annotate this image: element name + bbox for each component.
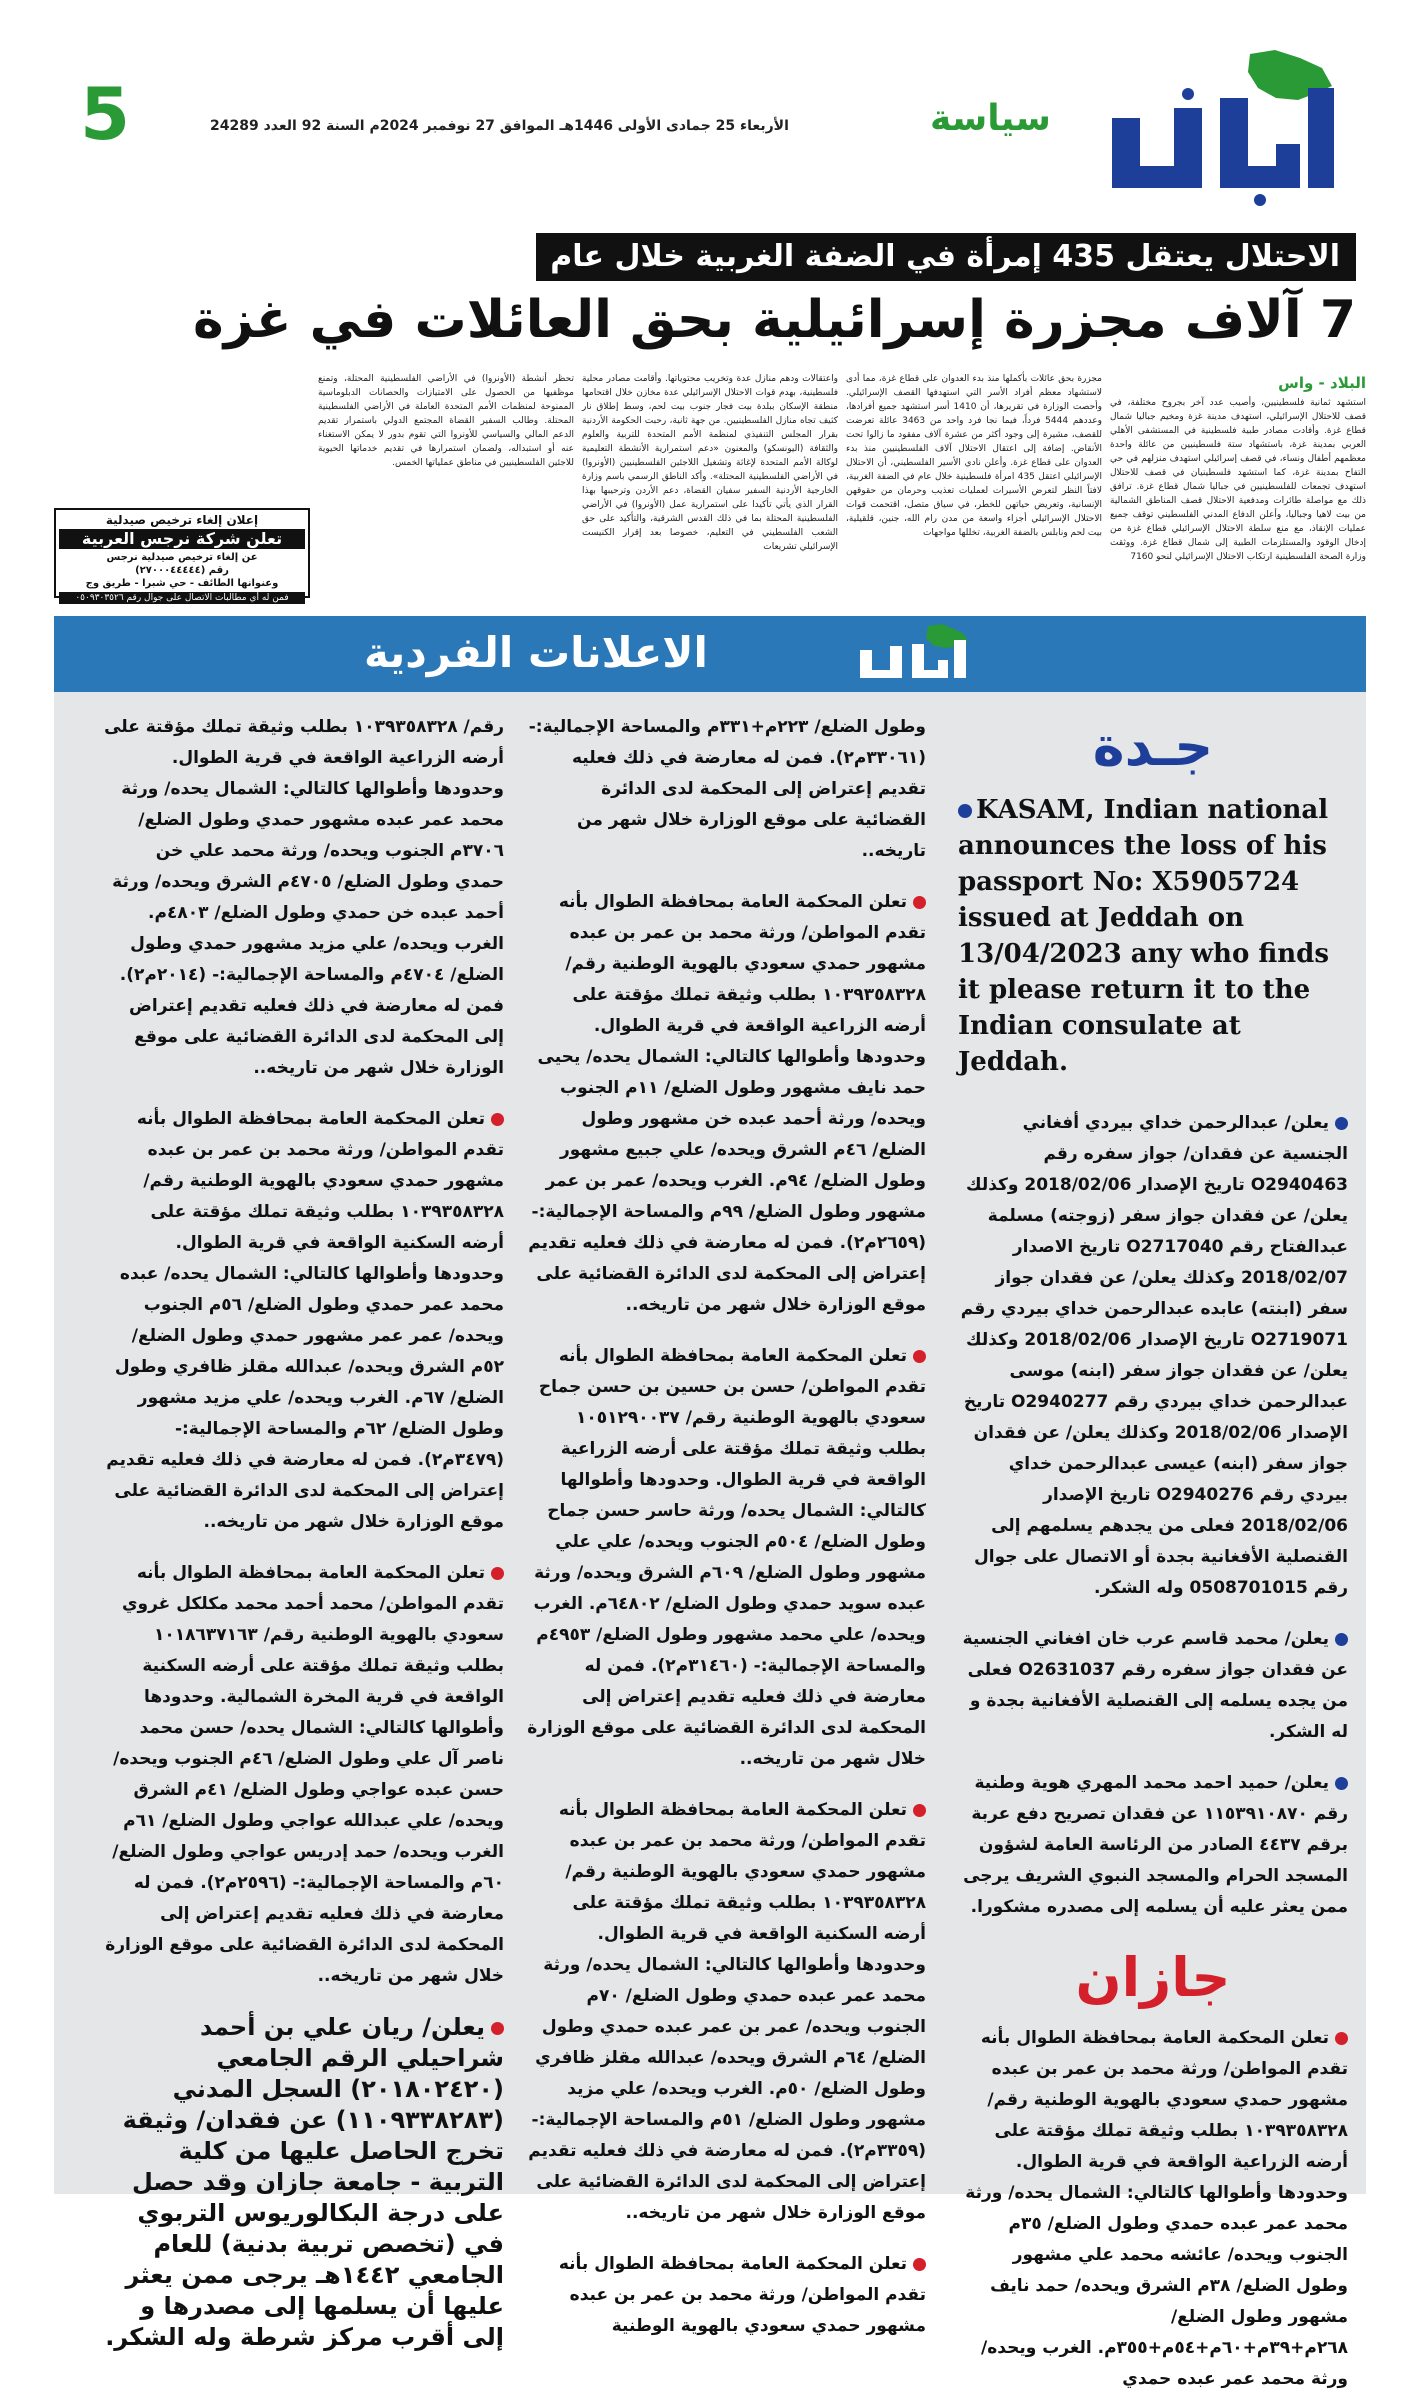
ad-text: يعلن/ محمد قاسم عرب خان افغاني الجنسية عن فقدان جواز سفره رقم O2631037 فعلى من يجده يسلمه إلى القنصلية الأفغانية بجدة و له الشكر. [962,1629,1348,1742]
bullet-icon [1335,1633,1348,1646]
bullet-icon [1335,2032,1348,2045]
kicker-headline: الاحتلال يعتقل 435 إمرأة في الضفة الغربية خلال عام [536,233,1356,281]
english-ad-text: KASAM, Indian national announces the loss of his passport No: X5905724 issued at Jeddah on 13/04/2023 any who finds it please return it to the Indian consulate at Jeddah. [958,795,1329,1077]
classifieds-column-middle [526,712,926,2336]
classified-ad [526,2249,926,2342]
article-text: واعتقالات ودهم منازل عدة وتخريب محتوياتها. وأقامت مصادر محلية فلسطينية، بهدم قوات الاحتلال الإسرائيلي عدة مخازن خلال اقتحامها منطقة الإسكان ببلدة بيت فجار جنوب بيت لحم، وسط إطلاق نار كثيف تجاه منازل الفلسطينيين. من جهة ثانية، رحبت الحكومة الأردنية بقرار المجلس التنفيذي لمنظمة الأمم المتحدة للتربية والعلوم والثقافة (اليونسكو) والمعنون «دعم استمرارية الأنشطة التعليمية لوكالة الأمم المتحدة لإغاثة وتشغيل اللاجئين الفلسطينيين (الأونروا) في الأراضي الفلسطينية المحتلة». وأكد الناطق الرسمي باسم وزارة الخارجية الأردنية السفير سفيان القضاة، دعم الأردن وترحيبها بهذا القرار الذي يأتي تأكيدا على استمرارية عمل (الأونروا) في الأراضي الفلسطينية المحتلة بما في ذلك القدس الشرقية، والتأكيد على حق الشعب الفلسطيني في التعليم، خصوصا بعد إقرار الكنيست الإسرائيلي تشريعات [582,374,838,552]
ad-text: يعلن/ عبدالرحمن خداي بيردي أفغاني الجنسية عن فقدان/ جواز سفره رقم O2940463 تاريخ الإصدار 2018/02/06 وكذلك يعلن/ عن فقدان جواز سفر (زوجته) مسلمة عبدالفتاح رقم O2717040 تاريخ الاصدار 2018/02/07 وكذلك يعلن/ عن فقدان جواز سفر (ابنته) عابده عبدالرحمن خداي بيردي رقم O2719071 تاريخ الإصدار 2018/02/06 وكذلك يعلن/ عن فقدان جواز سفر (ابنه) موسى عبدالرحمن خداي بيردي رقم O2940277 تاريخ الإصدار 2018/02/06 وكذلك يعلن/ عن فقدان جواز سفر (ابنه) عيسى عبدالرحمن خداي بيردي رقم O2940276 تاريخ الإصدار 2018/02/06 فعلى من يجدهم يسلمهم إلى القنصلية الأفغانية بجدة أو الاتصال على جوال رقم 0508701015 وله الشكر. [960,1113,1348,1598]
classified-ad [958,1624,1348,1748]
ad-text: تعلن المحكمة العامة بمحافظة الطوال بأنه تقدم المواطن/ ورثة محمد بن عمر بن عبده مشهور حمدي سعودي بالهوية الوطنية رقم/ ١٠٣٩٣٥٨٣٢٨ بطلب وثيقة تملك مؤقتة على أرضه السكنية الواقعة في قرية الطوال. وحدودها وأطوالها كالتالي: الشمال يحده/ عبده محمد عمر حمدي وطول الضلع/ ٥٦م الجنوب ويحده/ عمر عمر مشهور حمدي وطول الضلع/ ٥٢م الشرق ويحده/ عبدالله مقلز ظافري وطول الضلع/ ٦٧م. الغرب ويحده/ علي مزيد مشهور وطول الضلع/ ٦٢م والمساحة الإجمالية:- (٣٤٧٩م٢). فمن له معارضة في ذلك فعليه تقديم إعتراض إلى المحكمة لدى الدائرة القضائية على موقع الوزارة خلال شهر من تاريخه.. [106,1109,504,1532]
classified-ad [526,1795,926,2229]
classified-ad [104,2012,504,2353]
classified-ad [526,1341,926,1775]
notice-company: تعلن شركة نرجس العربية [59,529,305,549]
article-column-3 [582,372,838,604]
article-text: مجزرة بحق عائلات بأكملها منذ بدء العدوان على قطاع غزة، مما أدى لاستشهاد معظم أفراد الأسر التي استهدفها القصف الإسرائيلي. وأحصت الوزارة في تقريرها، أن 1410 أسر استشهد جميع أفرادها، وعددهم 5444 فرداً، فيما نجا فرد واحد من 3463 عائلة تعرضت للقصف، مشيرة إلى وجود أكثر من عشرة آلاف مفقود ما زالوا تحت الأنقاض. إضافة إلى اعتقال الاحتلال آلاف الفلسطينيين منذ بدء العدوان على قطاع غزة. وأعلن نادي الأسير الفلسطيني، أن الاحتلال الإسرائيلي اعتقل 435 امرأة فلسطينية خلال عام في الضفة الغربية، لافتاً النظر لتعرض الأسيرات لعمليات تعذيب وحرمان من حقوقهن الإنسانية، وتعريض حياتهن للخطر، في سياق متصل، اقتحمت قوات الاحتلال الإسرائيلي أجزاء واسعة من مدن رام الله، جنين، قلقيلية، بيت لحم ونابلس بالضفة الغربية، تخللها مواجهات [846,374,1103,538]
ad-text: يعلن/ حميد احمد محمد المهري هوية وطنية رقم ١١٥٣٩١٠٨٧٠ عن فقدان تصريح دفع عربة برقم ٤٤٣٧ الصادر من الرئاسة العامة لشؤون المسجد الحرام والمسجد النبوي الشريف يرجى ممن يعثر عليه أن يسلمه إلى مصدره مشكورا. [963,1773,1348,1917]
bullet-icon [913,896,926,909]
main-headline: 7 آلاف مجزرة إسرائيلية بحق العائلات في غزة [193,290,1356,350]
ad-text: تعلن المحكمة العامة بمحافظة الطوال بأنه تقدم المواطن/ ورثة محمد بن عمر بن عبده مشهور حمدي سعودي بالهوية الوطنية [558,2254,926,2336]
notice-heading: إعلان إلغاء ترخيص صيدلية [105,513,259,527]
bullet-icon [1335,1117,1348,1130]
ad-text: وطول الضلع/ ٢٢٣م+٣٣١م والمساحة الإجمالية:- (٣٣٠٦١م٢). فمن له معارضة في ذلك فعليه تقديم إعتراض إلى المحكمة لدى الدائرة القضائية على موقع الوزارة خلال شهر من تاريخه.. [528,717,926,861]
banner-logo [854,622,974,686]
bullet-icon [913,2258,926,2271]
newspaper-logo [1100,48,1340,208]
bullet-icon [491,1567,504,1580]
city-heading-jazan: جازان [1075,1946,1231,2009]
albilad-small-logo-icon [854,622,974,686]
bullet-icon [491,2022,504,2035]
pharmacy-license-notice [54,508,310,603]
classified-ad [104,1104,504,1538]
ad-text: يعلن/ ريان علي بن أحمد شراحيلي الرقم الجامعي (٢٠١٨٠٢٤٢٠) السجل المدني (١١٠٩٣٣٨٢٨٣) عن فقدان/ وثيقة تخرج الحاصل عليها من كلية التربية - جامعة جازان وقد حصل على درجة البكالوريوس التربوي في (تخصص تربية بدنية) للعام الجامعي ١٤٤٢هـ يرجى ممن يعثر عليها أن يسلمها إلى مصدرها و إلى أقرب مركز شرطة وله الشكر. [105,2013,504,2351]
classifieds-column-right [958,712,1348,2389]
bullet-icon [491,1113,504,1126]
notice-line: وعنوانها الطائف - حي شبرا - طريق وج [85,578,279,589]
byline: البلاد - واس [1278,374,1366,392]
ad-text: تعلن المحكمة العامة بمحافظة الطوال بأنه تقدم المواطن/ ورثة محمد بن عمر بن عبده مشهور حمدي سعودي بالهوية الوطنية رقم/ ١٠٣٩٣٥٨٣٢٨ بطلب وثيقة تملك مؤقتة على أرضه الزراعية الواقعة في قرية الطوال. وحدودها وأطوالها كالتالي: الشمال يحده/ يحيى حمد نايف مشهور وطول الضلع/ ١١م الجنوب ويحده/ ورثة أحمد عبده خن مشهور وطول الضلع/ ٤٦م الشرق ويحده/ علي جبيع مشهور وطول الضلع/ ٩٤م. الغرب ويحده/ عمر بن عمر مشهور وطول الضلع/ ٩٩م والمساحة الإجمالية:- (٢٦٥٩م٢). فمن له معارضة في ذلك فعليه تقديم إعتراض إلى المحكمة لدى الدائرة القضائية على موقع الوزارة خلال شهر من تاريخه.. [528,892,926,1315]
notice-line: عن إلغاء ترخيص صيدلية نرجس [106,552,258,563]
notice-line: رقم (٢٧٠٠٠٤٤٤٤٤) [135,565,229,576]
section-name: سياسة [930,98,1051,139]
classified-ad [104,712,504,1084]
notice-footer: فمن له أي مطالبات الاتصال على جوال رقم ٠٥٠٩٣٠٣٥٢٦ [59,592,305,604]
albilad-logo-icon [1100,48,1340,208]
city-heading-jeddah: جـدة [1092,715,1214,778]
article-text: استشهد ثمانية فلسطينيين، وأصيب عدد آخر بجروح مختلفة، في قصف للاحتلال الإسرائيلي، استهدف مدينة غزة ومخيم جباليا شمال قطاع غزة. وأفادت مصادر طبية فلسطينية في المستشفى الأهلي العربي بمدينة غزة، باستشهاد ستة فلسطينيين من عائلة واحدة معظمهم أطفال ونساء، في قصف إسرائيلي استهدف منزلهم في حي التفاح بمدينة غزة، كما استشهد فلسطينيان في قصف للاحتلال استهدف تجمعات للفلسطينيين في جباليا شمال قطاع غزة. ترافق ذلك مع مواصلة طائرات ومدفعية الاحتلال قصف المناطق الشمالية من بيت لاهيا وجباليا، وأعلن الدفاع المدني الفلسطيني توقف جميع عمليات الإنقاذ، مع منع سلطة الاحتلال الإسرائيلي قطاع غزة من إدخال الوقود والمستلزمات الطبية إلى شمال قطاع غزة. ووثقت وزارة الصحة الفلسطينية ارتكاب الاحتلال الإسرائيلي لنحو 7160 [1110,398,1366,562]
classified-ad [958,1768,1348,1923]
bullet-icon [958,804,972,818]
bullet-icon [913,1350,926,1363]
classified-ad [958,2023,1348,2395]
article-column-2 [846,372,1102,604]
classified-ad [104,1558,504,1992]
classified-ad [526,712,926,867]
classifieds-column-left [104,712,504,2351]
bullet-icon [913,1804,926,1817]
article-column-1 [1110,372,1366,604]
ad-text: تعلن المحكمة العامة بمحافظة الطوال بأنه تقدم المواطن/ ورثة محمد بن عمر بن عبده مشهور حمدي سعودي بالهوية الوطنية رقم/ ١٠٣٩٣٥٨٣٢٨ بطلب وثيقة تملك مؤقتة على أرضه الزراعية الواقعة في قرية الطوال. وحدودها وأطوالها كالتالي: الشمال يحده/ ورثة محمد عمر عبده حمدي وطول الضلع/ ٣٥م الجنوب ويحده/ عائشه محمد علي مشهور وطول الضلع/ ٣٨م الشرق ويحده/ حمد نايف مشهور وطول الضلع/ ٢٦٨م+٣٩م+٦٠م+٥٤م+٣٥٥م. الغرب ويحده/ ورثة محمد عمر عبده حمدي [965,2028,1348,2389]
ad-text: تعلن المحكمة العامة بمحافظة الطوال بأنه تقدم المواطن/ محمد أحمد محمد مكلكل غروي سعودي بالهوية الوطنية رقم/ ١٠١٨٦٣٧١٦٣ بطلب وثيقة تملك مؤقتة على أرضه السكنية الواقعة في قرية المخرة الشمالية. وحدودها وأطوالها كالتالي: الشمال يحده/ حسن محمد ناصر آل علي وطول الضلع/ ٤٦م الجنوب ويحده/ حسن عبده عواجي وطول الضلع/ ٤١م الشرق ويحده/ علي عبدالله عواجي وطول الضلع/ ٦١م الغرب ويحده/ حمد إدريس عواجي وطول الضلع/ ٦٠م والمساحة الإجمالية:- (٢٥٩٦م٢). فمن له معارضة في ذلك فعليه تقديم إعتراض إلى المحكمة لدى الدائرة القضائية على موقع الوزارة خلال شهر من تاريخه.. [105,1563,504,1986]
dateline: الأربعاء 25 جمادى الأولى 1446هـ الموافق 27 نوفمبر 2024م السنة 92 العدد 24289 [210,118,789,134]
ad-text: تعلن المحكمة العامة بمحافظة الطوال بأنه تقدم المواطن/ حسن بن حسين بن حسن جماح سعودي بالهوية الوطنية رقم/ ١٠٥١٢٩٠٠٣٧ بطلب وثيقة تملك مؤقتة على أرضه الزراعية الواقعة في قرية الطوال. وحدودها وأطوالها كالتالي: الشمال يحده/ ورثة حاسر حسن جماح وطول الضلع/ ٥٠٤م الجنوب ويحده/ علي علي مشهور وطول الضلع/ ٦٠٩م الشرق ويحده/ ورثة عبده سويد حمدي وطول الضلع/ ٦٤٨٠٢م. الغرب ويحده/ علي محمد مشهور وطول الضلع/ ٤٩٥٣م والمساحة الإجمالية:- (٣١٤٦٠م٢). فمن له معارضة في ذلك فعليه تقديم إعتراض إلى المحكمة لدى الدائرة القضائية على موقع الوزارة خلال شهر من تاريخه.. [527,1346,926,1769]
classifieds-banner [54,616,1366,692]
masthead [0,0,1420,215]
article-text: تحظر أنشطة (الأونروا) في الأراضي الفلسطينية المحتلة، وتمنع موظفيها من الحصول على الامتيازات والحصانات الدبلوماسية الممنوحة لمنظمات الأمم المتحدة العاملة في الأراضي الفلسطينية المحتلة. وطالب السفير القضاة المجتمع الدولي باستمرار تقديم الدعم المالي والسياسي للأونروا التي تقوم بدور لا يمكن الاستغناء عنه أو استبداله، ولضمان استمرارها في تقديم خدماتها الحيوية للاجئين الفلسطينيين في مناطق عملياتها الخمس. [318,374,574,468]
ad-text: تعلن المحكمة العامة بمحافظة الطوال بأنه تقدم المواطن/ ورثة محمد بن عمر بن عبده مشهور حمدي سعودي بالهوية الوطنية رقم/ ١٠٣٩٣٥٨٣٢٨ بطلب وثيقة تملك مؤقتة على أرضه السكنية الواقعة في قرية الطوال. وحدودها وأطوالها كالتالي: الشمال يحده/ ورثة محمد عمر عبده حمدي وطول الضلع/ ٧٠م الجنوب ويحده/ عمر بن عمر عبده حمدي وطول الضلع/ ٦٤م الشرق ويحده/ عبدالله مقلز ظافري وطول الضلع/ ٥٠م. الغرب ويحده/ علي مزيد مشهور وطول الضلع/ ٥١م والمساحة الإجمالية:- (٣٣٥٩م٢). فمن له معارضة في ذلك فعليه تقديم إعتراض إلى المحكمة لدى الدائرة القضائية على موقع الوزارة خلال شهر من تاريخه.. [528,1800,926,2223]
bullet-icon [1335,1777,1348,1790]
page-number: 5 [80,72,131,156]
classified-ad [526,887,926,1321]
english-passport-ad [958,792,1348,1080]
classified-ad [958,1108,1348,1604]
article-column-4 [318,372,574,604]
classifieds-section [54,616,1366,2389]
classifieds-title: الاعلانات الفردية [364,628,708,677]
ad-text: رقم/ ١٠٣٩٣٥٨٣٢٨ بطلب وثيقة تملك مؤقتة على أرضه الزراعية الواقعة في قرية الطوال. وحدودها وأطوالها كالتالي: الشمال يحده/ ورثة محمد عمر عبده مشهور حمدي وطول الضلع/ ٣٧٠٦م الجنوب ويحده/ ورثة محمد علي خن حمدي وطول الضلع/ ٤٧٠٥م الشرق ويحده/ ورثة أحمد عبده خن حمدي وطول الضلع/ ٤٨٠٣م. الغرب ويحده/ علي مزيد مشهور حمدي وطول الضلع/ ٤٧٠٤م والمساحة الإجمالية:- (٢٠١٤م٢). فمن له معارضة في ذلك فعليه تقديم إعتراض إلى المحكمة لدى الدائرة القضائية على موقع الوزارة خلال شهر من تاريخه.. [104,717,504,1078]
